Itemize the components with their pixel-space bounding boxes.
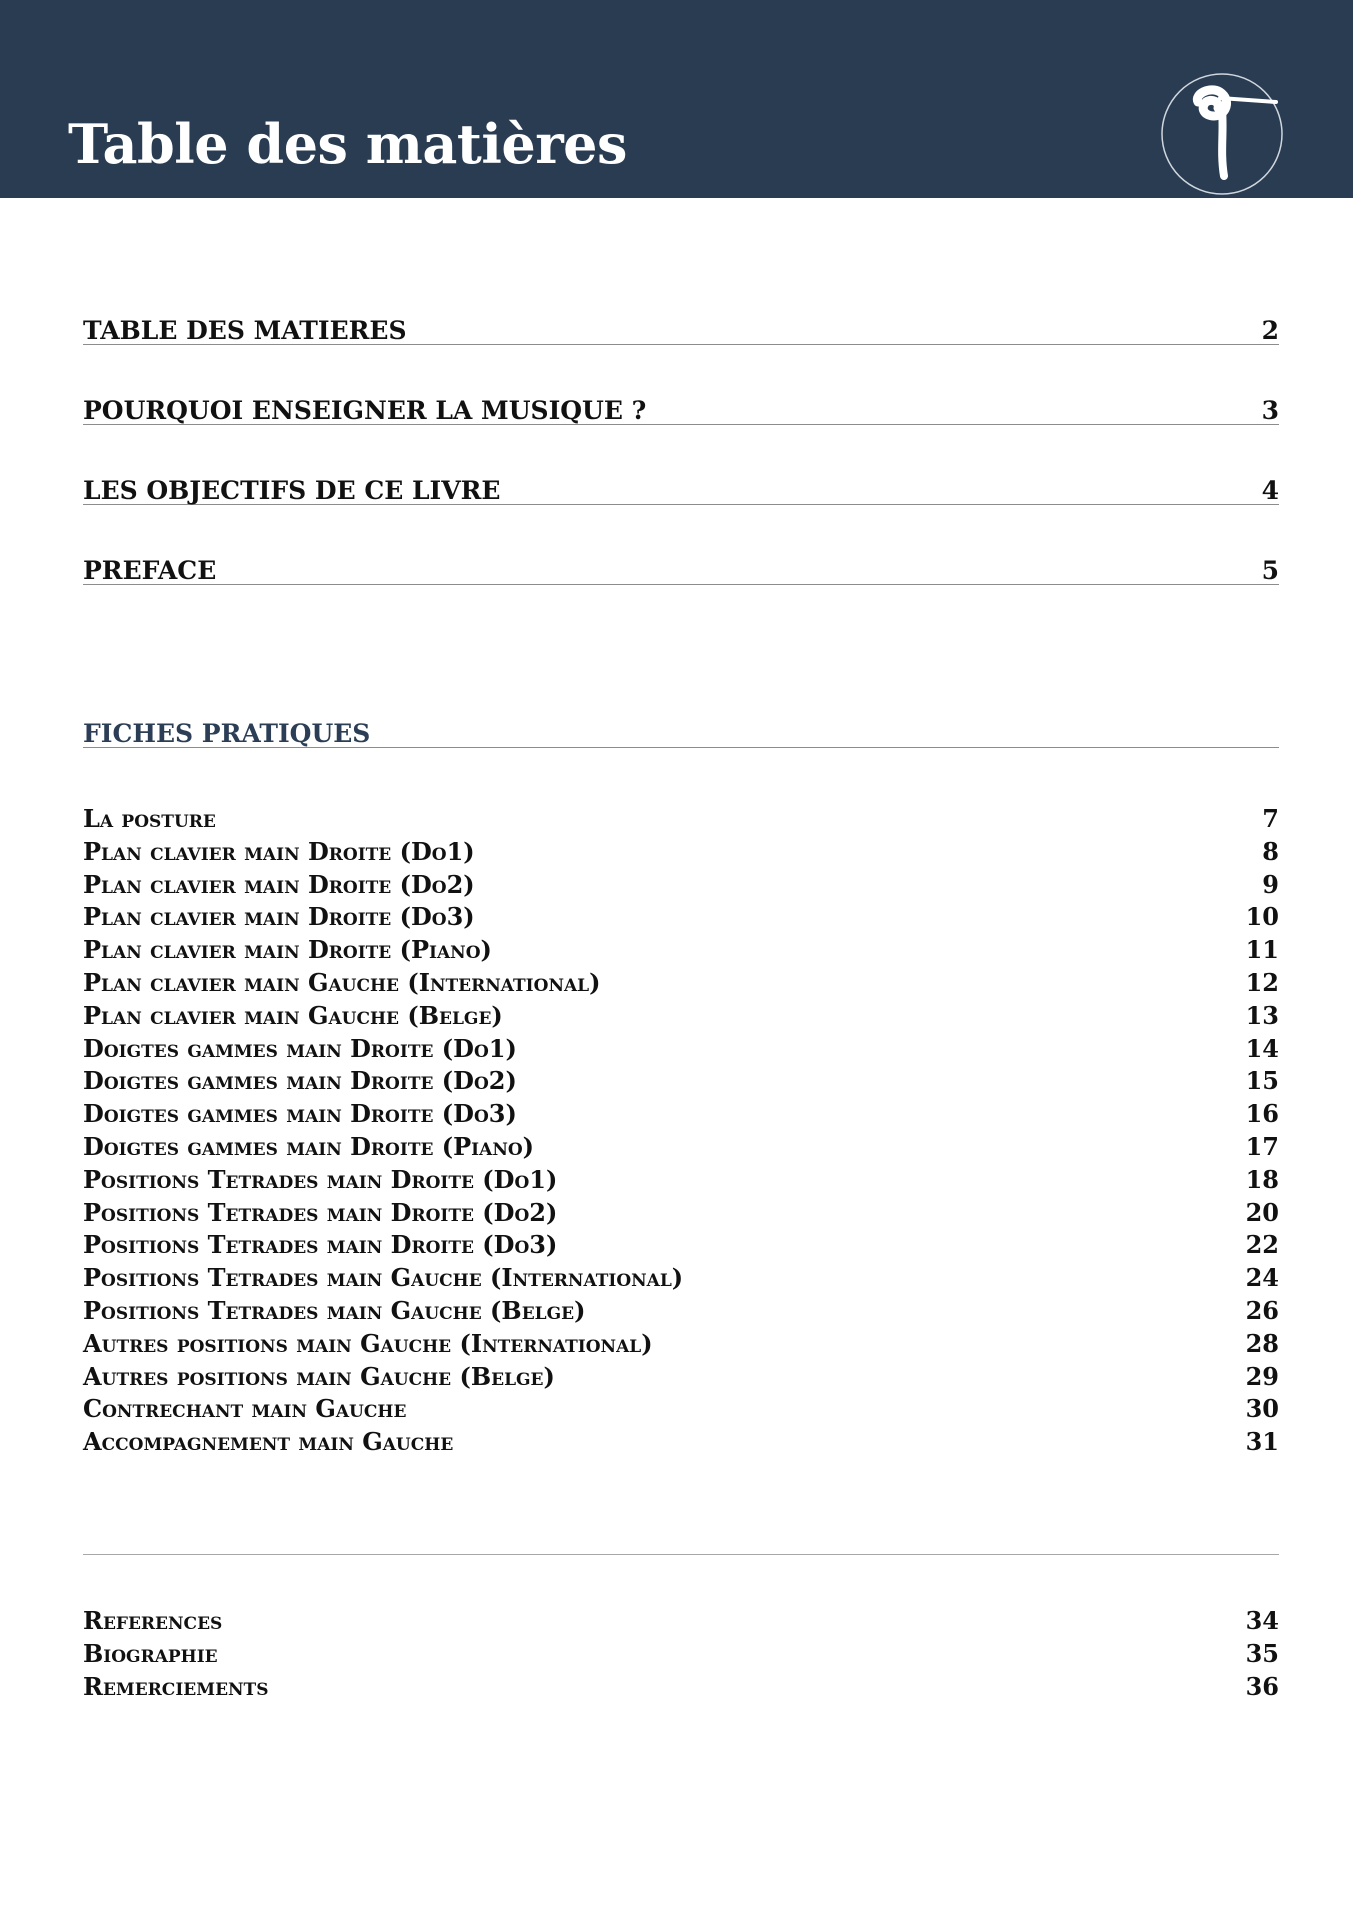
toc-list-item[interactable] xyxy=(83,1131,1279,1164)
toc-content xyxy=(83,300,1279,1703)
toc-item-page: 12 xyxy=(1245,967,1279,997)
toc-item-title: Biographie xyxy=(83,1638,218,1668)
toc-item-page: 9 xyxy=(1262,869,1279,899)
section-title: FICHES PRATIQUES xyxy=(83,719,371,748)
toc-list-item[interactable] xyxy=(83,1262,1279,1295)
toc-list-item[interactable] xyxy=(83,901,1279,934)
toc-list-item[interactable] xyxy=(83,1033,1279,1066)
toc-item-title: Accompagnement main Gauche xyxy=(83,1427,454,1457)
toc-list-item[interactable] xyxy=(83,1065,1279,1098)
back-matter-list xyxy=(83,1605,1279,1703)
toc-item-title: Positions Tetrades main Droite (Do2) xyxy=(83,1197,558,1227)
toc-item-title: Doigtes gammes main Droite (Do1) xyxy=(83,1033,517,1063)
toc-item-title: Plan clavier main Droite (Do2) xyxy=(83,869,475,899)
toc-item-title: Doigtes gammes main Droite (Piano) xyxy=(83,1131,535,1161)
toc-item-title: Autres positions main Gauche (International) xyxy=(83,1328,653,1358)
toc-item-title: Remerciements xyxy=(83,1671,269,1701)
toc-list-item[interactable] xyxy=(83,1164,1279,1197)
toc-item-title: Contrechant main Gauche xyxy=(83,1394,407,1424)
toc-list-item[interactable] xyxy=(83,836,1279,869)
circular-note-logo-icon xyxy=(1158,72,1286,196)
toc-item-title: Positions Tetrades main Droite (Do3) xyxy=(83,1230,558,1260)
toc-item-page: 17 xyxy=(1245,1131,1279,1161)
toc-item-page: 35 xyxy=(1245,1638,1279,1668)
toc-item-page: 8 xyxy=(1262,836,1279,866)
page-title: Table des matières xyxy=(68,112,627,176)
toc-item-page: 22 xyxy=(1245,1230,1279,1260)
main-entries xyxy=(83,300,1279,585)
toc-main-entry[interactable] xyxy=(83,380,1279,425)
toc-list-item[interactable] xyxy=(83,1671,1279,1704)
toc-item-title: Positions Tetrades main Gauche (International) xyxy=(83,1263,684,1293)
toc-main-entry[interactable] xyxy=(83,460,1279,505)
toc-list-item[interactable] xyxy=(83,1605,1279,1638)
toc-item-title: Positions Tetrades main Gauche (Belge) xyxy=(83,1295,586,1325)
page-header xyxy=(0,0,1353,198)
toc-entry-title: LES OBJECTIFS DE CE LIVRE xyxy=(83,476,501,505)
toc-item-page: 31 xyxy=(1245,1427,1279,1457)
toc-list-item[interactable] xyxy=(83,1328,1279,1361)
toc-item-page: 14 xyxy=(1245,1033,1279,1063)
toc-item-page: 36 xyxy=(1245,1671,1279,1701)
toc-item-title: Doigtes gammes main Droite (Do2) xyxy=(83,1066,517,1096)
toc-main-entry[interactable] xyxy=(83,300,1279,345)
toc-item-page: 7 xyxy=(1262,804,1279,833)
toc-list-item[interactable] xyxy=(83,803,1279,836)
toc-item-title: Positions Tetrades main Droite (Do1) xyxy=(83,1164,558,1194)
toc-entry-title: TABLE DES MATIERES xyxy=(83,316,407,345)
toc-list-item[interactable] xyxy=(83,1229,1279,1262)
toc-entry-title: POURQUOI ENSEIGNER LA MUSIQUE ? xyxy=(83,396,647,425)
toc-item-page: 26 xyxy=(1245,1295,1279,1325)
toc-item-page: 28 xyxy=(1245,1328,1279,1358)
toc-item-page: 16 xyxy=(1245,1099,1279,1129)
section-header-fiches xyxy=(83,703,1279,748)
section-items-list xyxy=(83,803,1279,1459)
toc-item-page: 30 xyxy=(1245,1394,1279,1424)
toc-entry-page: 3 xyxy=(1261,396,1279,425)
toc-list-item[interactable] xyxy=(83,934,1279,967)
toc-entry-title: PREFACE xyxy=(83,556,217,585)
toc-item-title: Plan clavier main Droite (Do3) xyxy=(83,902,475,932)
toc-main-entry[interactable] xyxy=(83,540,1279,585)
toc-list-item[interactable] xyxy=(83,1197,1279,1230)
toc-item-title: Autres positions main Gauche (Belge) xyxy=(83,1361,555,1391)
toc-list-item[interactable] xyxy=(83,1098,1279,1131)
toc-list-item[interactable] xyxy=(83,1295,1279,1328)
toc-item-page: 15 xyxy=(1245,1066,1279,1096)
toc-list-item[interactable] xyxy=(83,1638,1279,1671)
toc-item-page: 11 xyxy=(1245,935,1279,965)
toc-list-item[interactable] xyxy=(83,1426,1279,1459)
toc-item-title: Doigtes gammes main Droite (Do3) xyxy=(83,1099,517,1129)
toc-entry-page: 5 xyxy=(1261,556,1279,585)
toc-item-title: La posture xyxy=(83,804,216,833)
toc-item-title: Plan clavier main Gauche (Belge) xyxy=(83,1000,503,1030)
toc-list-item[interactable] xyxy=(83,869,1279,902)
toc-list-item[interactable] xyxy=(83,967,1279,1000)
toc-item-page: 29 xyxy=(1245,1361,1279,1391)
toc-list-item[interactable] xyxy=(83,1393,1279,1426)
toc-entry-page: 2 xyxy=(1261,316,1279,345)
toc-item-title: References xyxy=(83,1605,223,1635)
section-divider xyxy=(83,1554,1279,1555)
toc-item-page: 34 xyxy=(1245,1605,1279,1635)
toc-item-page: 13 xyxy=(1245,1000,1279,1030)
toc-item-title: Plan clavier main Droite (Piano) xyxy=(83,935,492,965)
toc-item-title: Plan clavier main Gauche (International) xyxy=(83,967,601,997)
toc-list-item[interactable] xyxy=(83,1361,1279,1394)
toc-item-page: 20 xyxy=(1245,1197,1279,1227)
toc-item-page: 18 xyxy=(1245,1164,1279,1194)
toc-item-page: 10 xyxy=(1245,902,1279,932)
toc-item-title: Plan clavier main Droite (Do1) xyxy=(83,836,475,866)
toc-entry-page: 4 xyxy=(1261,476,1279,505)
toc-item-page: 24 xyxy=(1245,1263,1279,1293)
toc-list-item[interactable] xyxy=(83,1000,1279,1033)
